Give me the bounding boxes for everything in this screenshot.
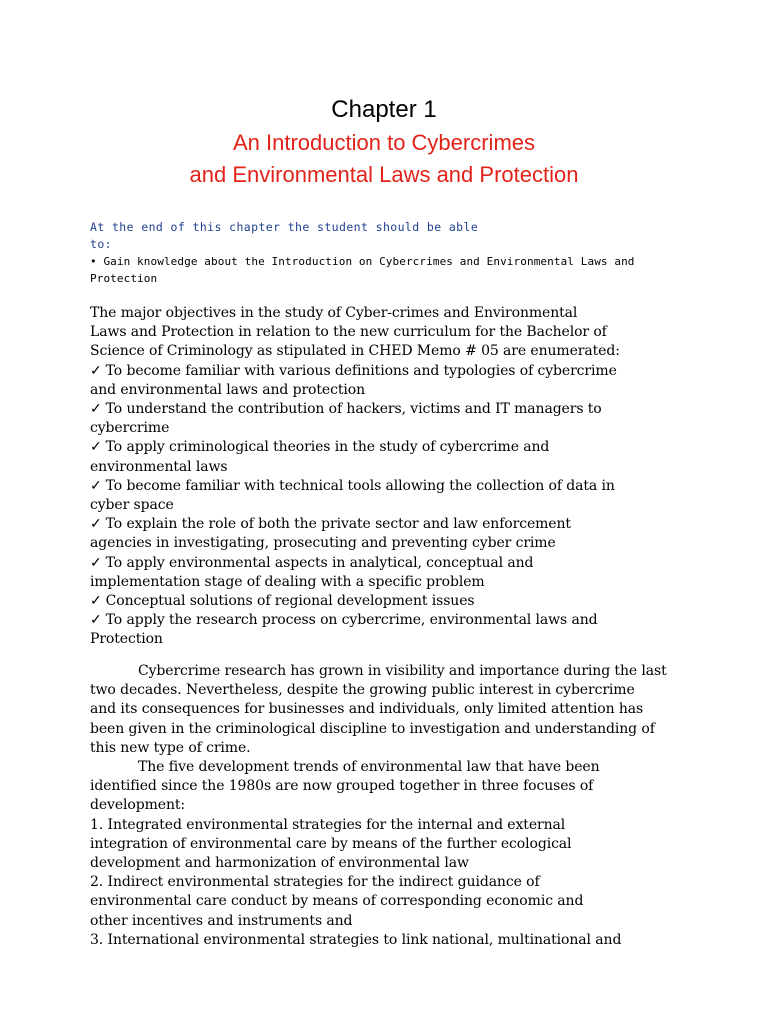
list-item-line: 2. Indirect environmental strategies for the indirect guidance of — [90, 874, 540, 891]
chapter-title-line-2: and Environmental Laws and Protection — [189, 162, 579, 187]
objective-item: ✓ To understand the contribution of hackers, victims and IT managers to — [90, 401, 602, 418]
objective-item-continuation: cybercrime — [90, 420, 170, 437]
intro-text-line: Laws and Protection in relation to the new curriculum for the Bachelor of — [90, 324, 607, 341]
intro-text-line: The major objectives in the study of Cyber-crimes and Environmental — [90, 305, 578, 321]
checkmark-icon: ✓ — [90, 593, 102, 610]
list-item-line: development and harmonization of environmental law — [90, 855, 469, 872]
objective-item-continuation: agencies in investigating, prosecuting and preventing cyber crime — [90, 535, 556, 552]
paragraph-line: and its consequences for businesses and individuals, only limited attention has — [90, 701, 644, 718]
learning-objectives-box — [90, 219, 650, 287]
objective-item-continuation: implementation stage of dealing with a specific problem — [90, 573, 485, 590]
checkmark-icon: ✓ — [90, 554, 102, 571]
list-item-line: 3. International environmental strategies to link national, multinational and — [90, 931, 622, 948]
checkmark-icon: ✓ — [90, 362, 102, 379]
objective-gain-line: • Gain knowledge about the Introduction on Cybercrimes and Environmental Laws and — [90, 255, 635, 268]
paragraph-line: identified since the 1980s are now grouped together in three focuses of — [90, 778, 594, 795]
paragraph-line: development: — [90, 797, 186, 814]
paragraph-line: Cybercrime research has grown in visibility and importance during the last — [138, 663, 667, 679]
checkmark-icon: ✓ — [90, 612, 102, 629]
objectives-intro-line: At the end of this chapter the student should be able — [90, 220, 479, 234]
body-text-section — [90, 662, 690, 950]
objective-item: ✓ To apply environmental aspects in analytical, conceptual and — [90, 554, 534, 571]
objective-item-continuation: cyber space — [90, 497, 174, 514]
paragraph-line: The five development trends of environmental law that have been — [138, 759, 600, 776]
list-item-line: environmental care conduct by means of corresponding economic and — [90, 893, 584, 910]
checkmark-icon: ✓ — [90, 477, 102, 494]
list-item-line: 1. Integrated environmental strategies for the internal and external — [90, 816, 566, 833]
chapter-heading: Chapter 1 — [331, 96, 437, 123]
paragraph-line: been given in the criminological discipline to investigation and understanding of — [90, 720, 655, 737]
objective-item: ✓ To apply criminological theories in the study of cybercrime and — [90, 439, 550, 456]
objective-gain-line: Protection — [90, 272, 158, 285]
objective-item: ✓ To apply the research process on cybercrime, environmental laws and — [90, 612, 598, 629]
objectives-intro-line: to: — [90, 237, 112, 251]
objectives-section — [90, 304, 690, 650]
chapter-title-line-1: An Introduction to Cybercrimes — [232, 130, 536, 155]
objective-item: ✓ To explain the role of both the private sector and law enforcement — [90, 516, 571, 533]
objective-item: ✓ To become familiar with various definitions and typologies of cybercrime — [90, 362, 617, 379]
checkmark-icon: ✓ — [90, 401, 102, 418]
list-item-line: other incentives and instruments and — [90, 912, 353, 929]
paragraph-line: two decades. Nevertheless, despite the growing public interest in cybercrime — [90, 682, 635, 699]
objective-item: ✓ Conceptual solutions of regional development issues — [90, 593, 475, 610]
intro-text-line: Science of Criminology as stipulated in CHED Memo # 05 are enumerated: — [90, 343, 620, 360]
list-item-line: integration of environmental care by means of the further ecological — [90, 835, 572, 852]
objective-item-continuation: Protection — [90, 631, 163, 648]
objective-item-continuation: environmental laws — [90, 458, 228, 475]
checkmark-icon: ✓ — [90, 516, 102, 533]
paragraph-line: this new type of crime. — [90, 739, 251, 756]
objective-item-continuation: and environmental laws and protection — [90, 381, 365, 398]
checkmark-icon: ✓ — [90, 439, 102, 456]
objective-item: ✓ To become familiar with technical tools allowing the collection of data in — [90, 477, 615, 494]
